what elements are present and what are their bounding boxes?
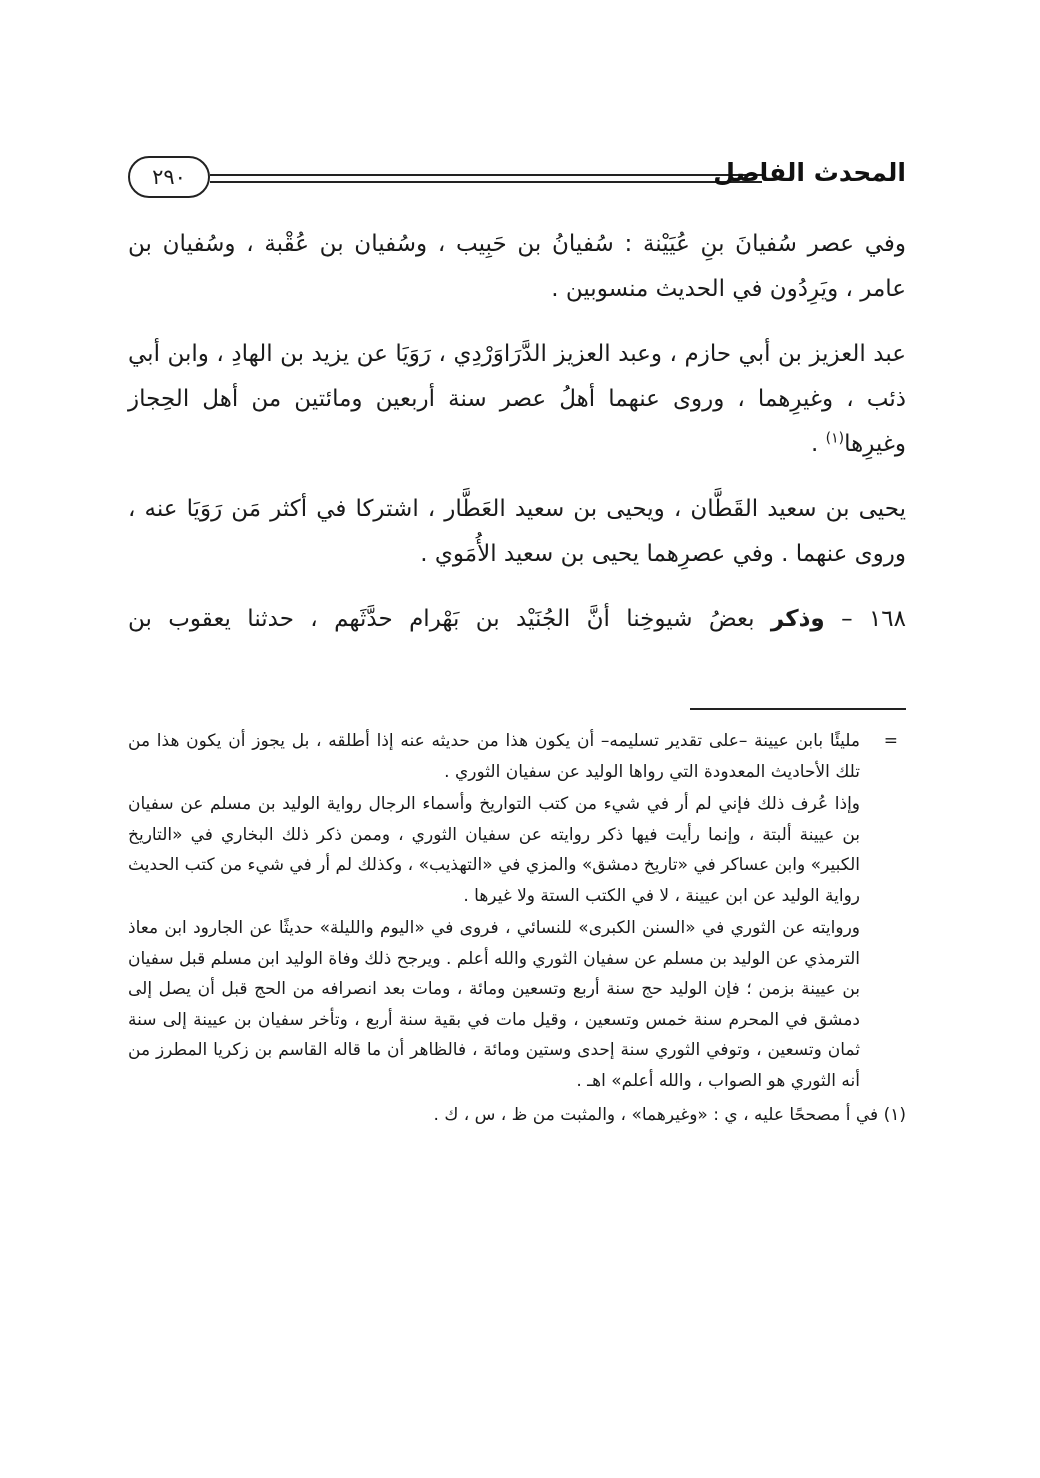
paragraph-yahya bbox=[128, 487, 906, 577]
footnote-paragraph bbox=[128, 789, 906, 911]
footnote-1 bbox=[128, 1100, 906, 1131]
page-number-badge bbox=[128, 156, 210, 198]
paragraph-text: وفي عصر سُفيانَ بنِ عُيَيْنة : سُفيانُ بن حَبِيب ، وسُفيان بن عُقْبة ، وسُفيان بن عامر ، ويَرِدُون في الحديث منسوبين . bbox=[128, 231, 906, 302]
entry-lead-word: وذكر bbox=[770, 606, 825, 632]
footnote-paragraph bbox=[128, 913, 906, 1096]
paragraph-text: بعضُ شيوخِنا أنَّ الجُنَيْد بن بَهْرام حدَّثَهم ، حدثنا يعقوب بن bbox=[128, 606, 771, 632]
footnote-reference: (١) bbox=[825, 430, 845, 447]
paragraph-sufyan bbox=[128, 222, 906, 312]
page-number: ٢٩٠ bbox=[152, 165, 186, 189]
footnote-continuation bbox=[128, 726, 906, 787]
main-text bbox=[128, 222, 906, 642]
footnote-text: وروايته عن الثوري في «السنن الكبرى» للنسائي ، فروى في «اليوم والليلة» حديثًا عن الجارود ابن معاذ الترمذي عن الوليد بن مسلم عن سفيان الثوري والله أعلم . ويرجح ذلك وفاة الوليد ابن مسلم قبل سفيان بن عيينة بزمن ؛ فإن الوليد حج سنة أربع وتسعين ومائة ، ومات بعد انصرافه من الحج قبل أن يصل إلى دمشق في المحرم سنة خمس وتسعين ، وقيل مات في بقية سنة أربع ، وتأخر سفيان بن عيينة إلى سنة ثمان وتسعين ، وتوفي الثوري سنة إحدى وستين ومائة ، فالظاهر أن ما قاله القاسم بن زكريا المطرز من أنه الثوري هو الصواب ، والله أعلم» اهـ . bbox=[128, 918, 860, 1091]
paragraph-abdulaziz bbox=[128, 332, 906, 467]
footnote-text: مليئًا بابن عيينة –على تقدير تسليمه– أن يكون هذا من حديثه عنه إذا أطلقه ، بل يجوز أن يكون هذا من تلك الأحاديث المعدودة التي رواها الوليد عن سفيان الثوري . bbox=[128, 731, 860, 782]
header-double-rule bbox=[210, 174, 762, 183]
page-header bbox=[128, 156, 906, 202]
continuation-marker: = bbox=[883, 731, 898, 751]
footnote-text: وإذا عُرف ذلك فإني لم أر في شيء من كتب التواريخ وأسماء الرجال رواية الوليد بن مسلم عن سفيان بن عيينة ألبتة ، وإنما رأيت فيها ذكر روايته عن سفيان الثوري ، وممن ذكر ذلك البخاري في «التاريخ الكبير» وابن عساكر في «تاريخ دمشق» والمزي في «التهذيب» ، وكذلك لم أر في شيء من كتب الحديث رواية الوليد عن ابن عيينة ، لا في الكتب الستة ولا غيرها . bbox=[128, 794, 860, 906]
footnote-text: (١) في أ مصححًا عليه ، ي : «وغيرهما» ، والمثبت من ظ ، س ، ك . bbox=[433, 1105, 906, 1125]
paragraph-text: عبد العزيز بن أبي حازم ، وعبد العزيز الدَّرَاوَرْدِي ، رَوَيَا عن يزيد بن الهادِ ، وابن أبي ذئب ، وغيرِهما ، وروى عنهما أهلُ عصر سنة أربعين ومائتين من أهل الحِجاز وغيرِها bbox=[128, 341, 906, 457]
paragraph-text: يحيى بن سعيد القَطَّان ، ويحيى بن سعيد العَطَّار ، اشتركا في أكثر مَن رَوَيَا عنه ، وروى عنهما . وفي عصرِهما يحيى بن سعيد الأُمَوي . bbox=[128, 496, 906, 567]
paragraph-tail: . bbox=[811, 431, 826, 457]
entry-number: ١٦٨ – bbox=[841, 606, 907, 632]
running-title: المحدث الفاصل bbox=[713, 158, 906, 187]
footnote-separator bbox=[690, 708, 906, 710]
paragraph-168 bbox=[128, 597, 906, 642]
footnotes bbox=[128, 726, 906, 1131]
